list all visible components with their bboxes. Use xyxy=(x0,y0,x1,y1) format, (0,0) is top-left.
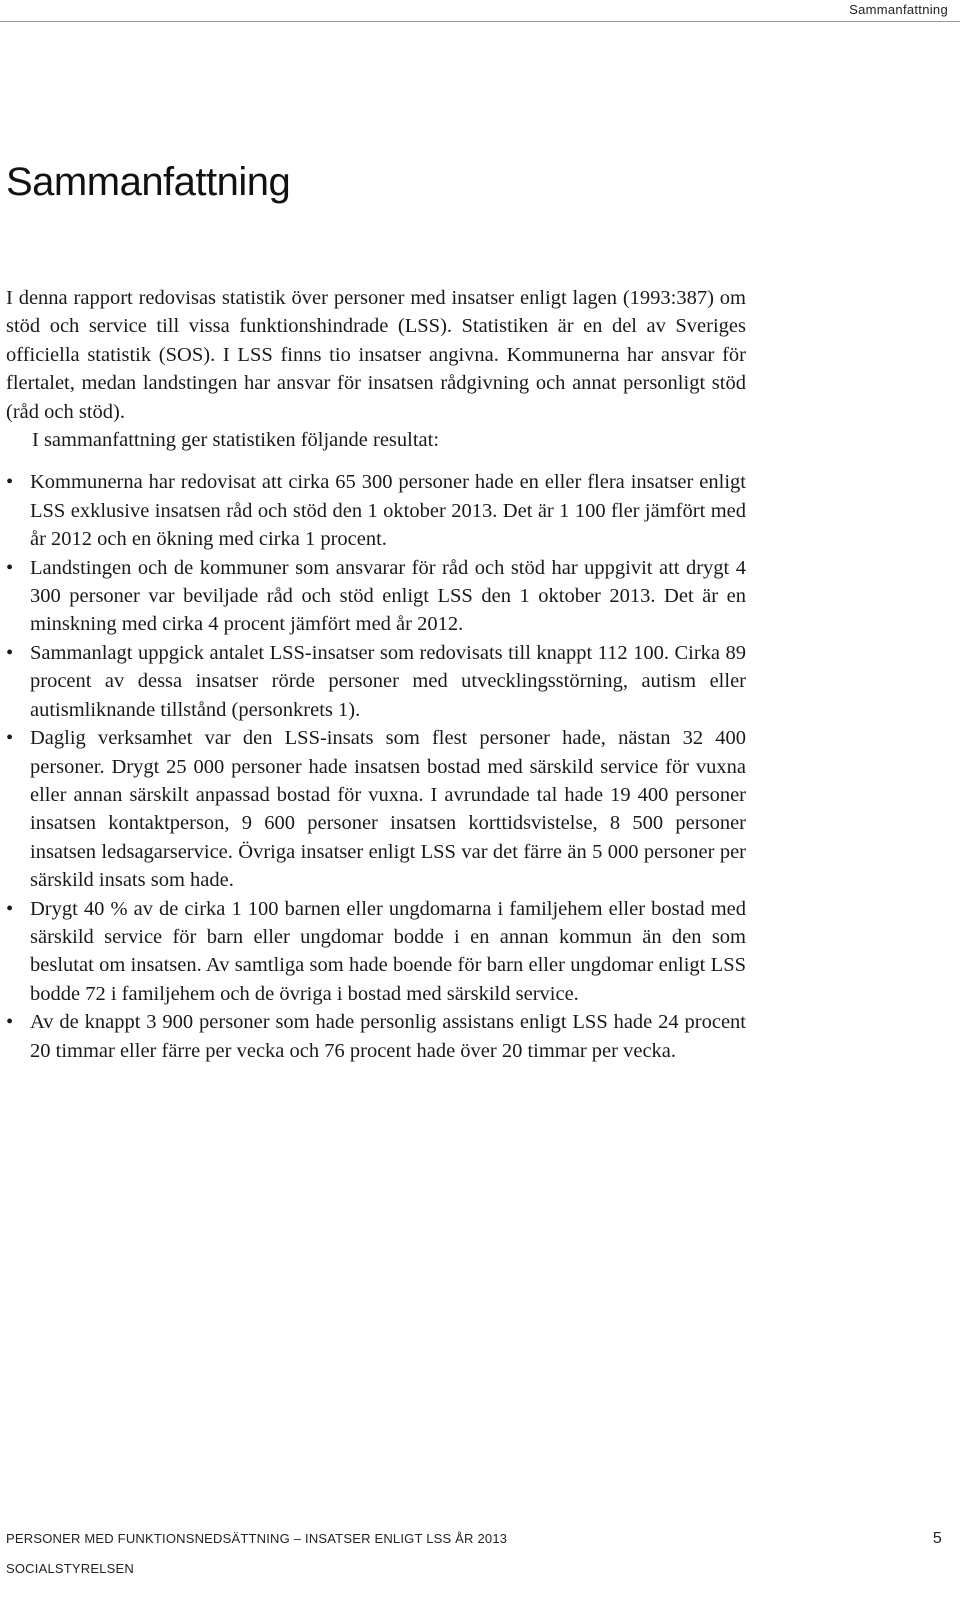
bullet-icon: • xyxy=(6,897,14,920)
publication-title: PERSONER MED FUNKTIONSNEDSÄTTNING – INSATSER ENLIGT LSS ÅR 2013 xyxy=(6,1531,508,1546)
organization-name: SOCIALSTYRELSEN xyxy=(6,1561,134,1576)
page-footer xyxy=(6,1530,942,1578)
finding-text: Drygt 40 % av de cirka 1 100 barnen eller ungdomarna i familjehem eller bostad med särskild service för barn eller ungdomar bodde i en annan kommun än den som beslutat om insatsen. Av samtliga som hade boende för barn eller ungdomar enligt LSS bodde 72 i familjehem och de övriga i bostad med särskild service. xyxy=(30,897,746,1005)
intro-paragraph: I denna rapport redovisas statistik över personer med insatser enligt lagen (1993:387) om stöd och service till vissa funktionshindrade (LSS). Statistiken är en del av Sveriges officiella statistik (SOS). I LSS finns tio insatser angivna. Kommunerna har ansvar för flertalet, medan landstingen har ansvar för insatsen rådgivning och annat personligt stöd (råd och stöd). xyxy=(6,287,746,423)
bullet-icon: • xyxy=(6,556,14,579)
findings-list xyxy=(6,468,746,1065)
finding-item xyxy=(6,639,746,724)
bullet-icon: • xyxy=(6,727,14,750)
bullet-icon: • xyxy=(6,641,14,664)
summary-body xyxy=(6,284,746,1065)
finding-item xyxy=(6,554,746,639)
finding-item xyxy=(6,1008,746,1065)
running-header: Sammanfattning xyxy=(849,2,948,17)
finding-item xyxy=(6,724,746,894)
finding-text: Sammanlagt uppgick antalet LSS-insatser som redovisats till knappt 112 100. Cirka 89 procent av dessa insatser rörde personer med utvecklingsstörning, autism eller autismliknande tillstånd (personkrets 1). xyxy=(30,641,746,721)
results-lead-in: I sammanfattning ger statistiken följande resultat: xyxy=(32,429,440,452)
bullet-icon: • xyxy=(6,1011,14,1034)
finding-text: Landstingen och de kommuner som ansvarar för råd och stöd har uppgivit att drygt 4 300 personer var beviljade råd och stöd enligt LSS den 1 oktober 2013. Det är en minskning med cirka 4 procent jämfört med år 2012. xyxy=(30,556,746,636)
finding-text: Daglig verksamhet var den LSS-insats som flest personer hade, nästan 32 400 personer. Drygt 25 000 personer hade insatsen bostad med särskild service för vuxna eller annan särskilt anpassad bostad för vuxna. I avrundade tal hade 19 400 personer insatsen kontaktperson, 9 600 personer insatsen korttidsvistelse, 8 500 personer insatsen ledsagarservice. Övriga insatser enligt LSS var det färre än 5 000 personer per särskild insats som hade. xyxy=(30,727,746,892)
page-number: 5 xyxy=(932,1530,942,1547)
page-title: Sammanfattning xyxy=(6,160,291,204)
bullet-icon: • xyxy=(6,471,14,494)
finding-text: Kommunerna har redovisat att cirka 65 300 personer hade en eller flera insatser enligt LSS exklusive insatsen råd och stöd den 1 oktober 2013. Det är 1 100 fler jämfört med år 2012 och en ökning med cirka 1 procent. xyxy=(30,471,746,551)
header-rule xyxy=(0,21,960,22)
finding-item xyxy=(6,895,746,1009)
finding-item xyxy=(6,468,746,553)
finding-text: Av de knappt 3 900 personer som hade personlig assistans enligt LSS hade 24 procent 20 timmar eller färre per vecka och 76 procent hade över 20 timmar per vecka. xyxy=(30,1011,746,1062)
